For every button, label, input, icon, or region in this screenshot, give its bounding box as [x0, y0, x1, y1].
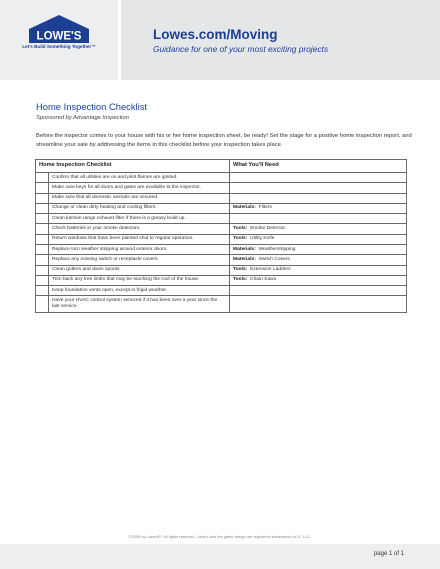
need-cell	[230, 244, 407, 254]
task-cell: Have your HVAC control system serviced if it has been over a year since the last service.	[49, 296, 230, 312]
need-cell	[230, 255, 407, 265]
lowes-logo	[28, 14, 90, 44]
table-row	[36, 296, 407, 312]
column-header-needs: What You'll Need	[230, 160, 407, 173]
need-label: Materials:	[233, 246, 256, 252]
logo-text: LOWE'S	[36, 30, 82, 43]
need-label: Materials:	[233, 205, 256, 211]
need-cell	[230, 214, 407, 224]
need-label: Materials:	[233, 256, 256, 262]
table-row	[36, 265, 407, 275]
page-number: page 1 of 1	[373, 551, 404, 557]
table-row	[36, 255, 407, 265]
table-row	[36, 173, 407, 183]
task-cell: Make sure that all domestic animals are secured.	[49, 193, 230, 203]
need-cell	[230, 296, 407, 312]
need-cell	[230, 275, 407, 285]
table-row	[36, 286, 407, 296]
need-cell	[230, 203, 407, 213]
sponsor-line: Sponsored by Advantage Inspection	[36, 115, 129, 121]
task-cell: Clean gutters and down spouts.	[49, 265, 230, 275]
task-cell: Replace torn weather stripping around exterior doors.	[49, 244, 230, 254]
need-label: Tools:	[233, 277, 248, 283]
checkbox-cell[interactable]	[36, 275, 49, 285]
header-subtitle: Guidance for one of your most exciting projects	[153, 44, 329, 54]
table-row	[36, 203, 407, 213]
task-cell: Make sure keys for all doors and gates are available to the inspector.	[49, 183, 230, 193]
checkbox-cell[interactable]	[36, 265, 49, 275]
checkbox-cell[interactable]	[36, 255, 49, 265]
need-value: Smoke Detector	[250, 226, 286, 231]
need-cell	[230, 224, 407, 234]
logo-panel	[0, 0, 118, 80]
checklist-body	[36, 173, 407, 313]
table-row	[36, 224, 407, 234]
checkbox-cell[interactable]	[36, 296, 49, 312]
checkbox-cell[interactable]	[36, 173, 49, 183]
need-cell	[230, 286, 407, 296]
need-cell	[230, 234, 407, 244]
checkbox-cell[interactable]	[36, 234, 49, 244]
need-value: Utility Knife	[250, 236, 275, 242]
need-value: Chain Saws	[250, 277, 277, 283]
table-row	[36, 244, 407, 254]
task-cell: Clean kitchen range exhaust filter if there is a greasy build up.	[49, 214, 230, 224]
document-title: Home Inspection Checklist	[36, 101, 147, 112]
checkbox-cell[interactable]	[36, 193, 49, 203]
table-row	[36, 214, 407, 224]
table-row	[36, 193, 407, 203]
footer-copyright: ©2008 by Lowe's®. All rights reserved. Lowe's and the gable design are registered trademarks of LF, LLC.	[128, 534, 312, 539]
intro-paragraph: Before the inspector comes to your house with his or her home inspection sheet, be ready! Set the stage for a positive home inspection report, and streamline your sale by addressing the items in this checklist before your inspection takes place.	[36, 133, 412, 148]
need-label: Tools:	[233, 226, 248, 231]
checkbox-cell[interactable]	[36, 286, 49, 296]
header-divider	[118, 0, 121, 80]
task-cell: Check batteries in your smoke detectors.	[49, 224, 230, 234]
task-cell: Return windows that have been painted shut to regular operation.	[49, 234, 230, 244]
header-title: Lowes.com/Moving	[153, 27, 278, 42]
checkbox-cell[interactable]	[36, 244, 49, 254]
checkbox-cell[interactable]	[36, 214, 49, 224]
table-row	[36, 234, 407, 244]
need-cell	[230, 265, 407, 275]
need-label: Tools:	[233, 236, 248, 242]
task-cell: Trim back any tree limbs that may be touching the roof of the house.	[49, 275, 230, 285]
table-header-row	[36, 160, 407, 173]
task-cell: Replace any missing switch or receptacle covers.	[49, 255, 230, 265]
need-label: Tools:	[233, 267, 248, 273]
table-row	[36, 183, 407, 193]
task-cell: Keep foundation vents open, except in frigid weather.	[49, 286, 230, 296]
need-cell	[230, 173, 407, 183]
task-cell: Confirm that all utilities are on and pilot flames are ignited.	[49, 173, 230, 183]
need-value: Weatherstripping	[258, 246, 296, 252]
checkbox-cell[interactable]	[36, 203, 49, 213]
checklist-table	[35, 159, 407, 313]
task-cell: Change or clean dirty heating and cooling filters.	[49, 203, 230, 213]
need-cell	[230, 193, 407, 203]
page-header	[0, 0, 440, 80]
table-row	[36, 275, 407, 285]
need-value: Filters	[258, 205, 272, 211]
need-value: Switch Covers	[258, 256, 290, 262]
logo-tagline: Let's Build Something Together™	[22, 44, 96, 49]
checkbox-cell[interactable]	[36, 183, 49, 193]
need-cell	[230, 183, 407, 193]
need-value: Extension Ladders	[250, 267, 291, 273]
column-header-checklist: Home Inspection Checklist	[36, 160, 230, 173]
checkbox-cell[interactable]	[36, 224, 49, 234]
